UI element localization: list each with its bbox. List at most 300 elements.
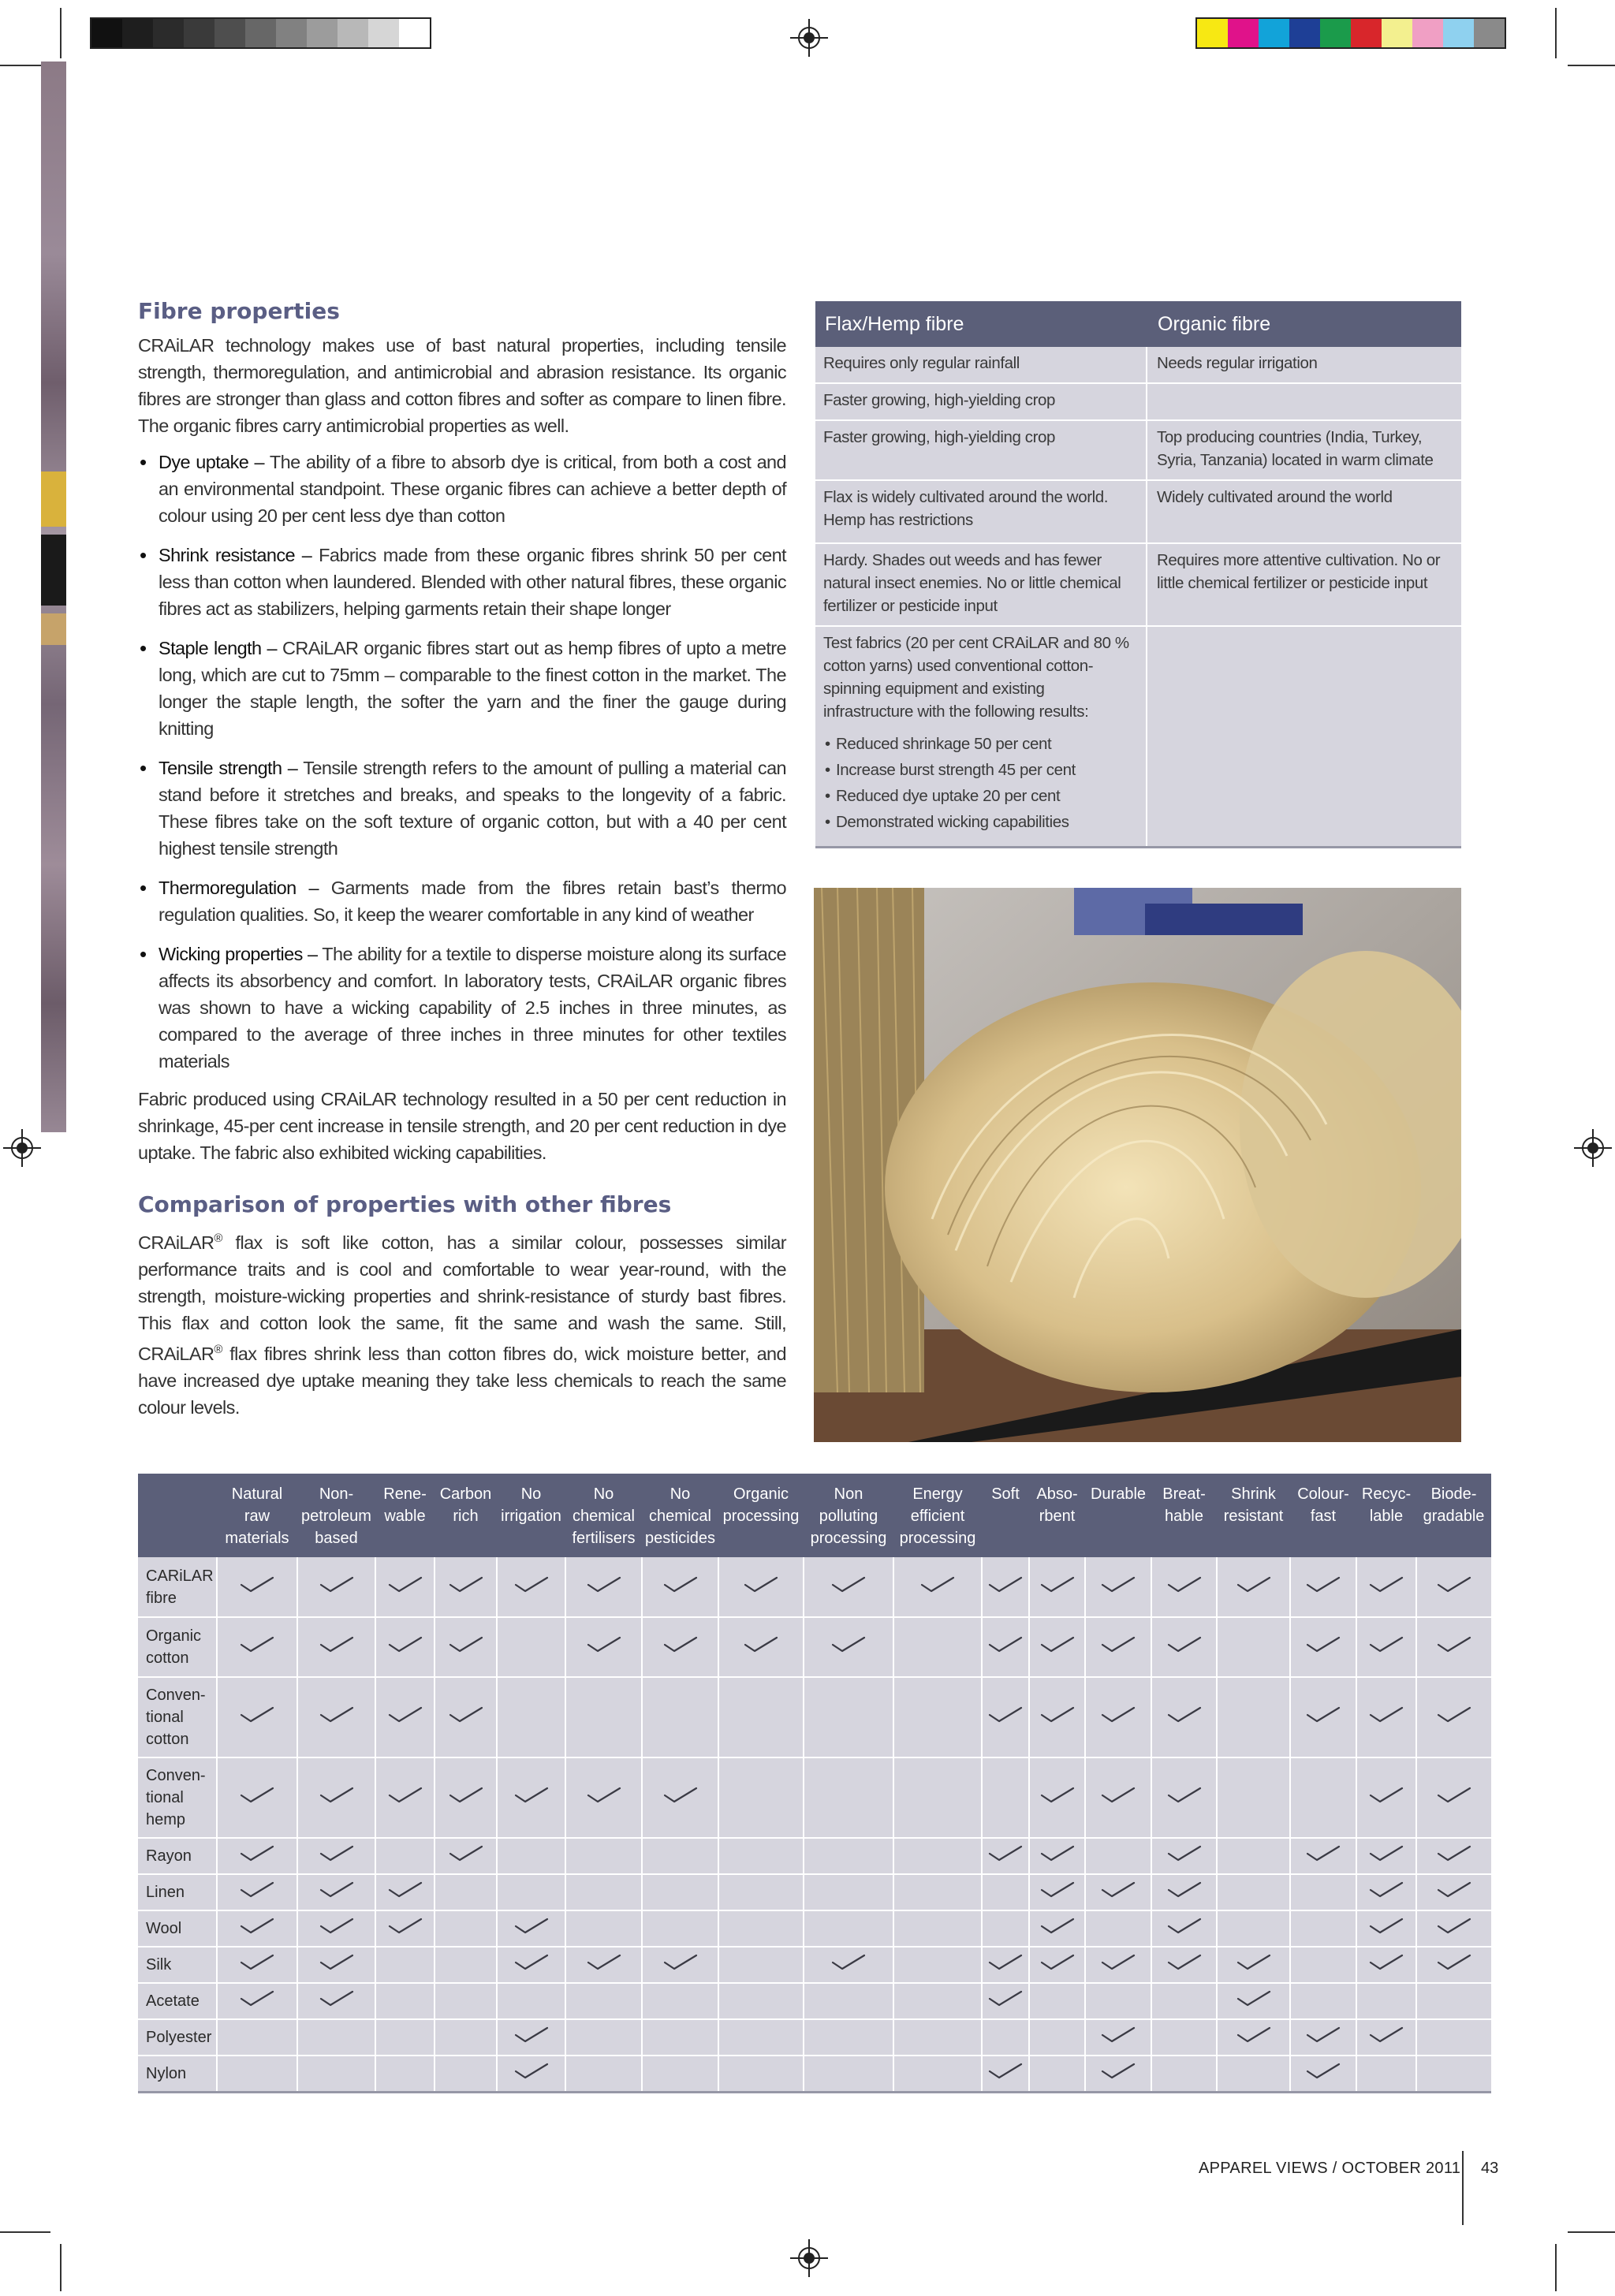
check-cell <box>297 1557 375 1617</box>
gray-swatch <box>214 19 245 47</box>
color-swatch <box>1382 19 1412 47</box>
checkmark-icon <box>1167 1884 1202 1902</box>
header-line: No <box>669 1485 691 1503</box>
check-cell <box>1356 1947 1416 1983</box>
empty-cell <box>1290 1757 1356 1838</box>
check-cell <box>1029 1910 1085 1947</box>
checkmark-icon <box>1167 1579 1202 1597</box>
empty-cell <box>1151 1983 1217 2019</box>
check-cell <box>1085 1874 1151 1910</box>
table-row <box>815 480 1461 543</box>
check-cell <box>982 1677 1029 1757</box>
checkmark-icon <box>1236 1957 1271 1974</box>
test-results-cell <box>815 626 1147 848</box>
row-label-line: Acetate <box>146 1992 200 2010</box>
checkmark-icon <box>1369 1709 1404 1727</box>
check-cell <box>982 1838 1029 1874</box>
checkmark-icon <box>663 1790 698 1807</box>
fibre-row-label <box>138 1557 217 1617</box>
checkmark-icon <box>319 1957 354 1974</box>
test-results-list <box>823 731 1138 835</box>
check-cell <box>435 1557 497 1617</box>
property-column-header <box>1029 1474 1085 1557</box>
fibre-property-item <box>138 542 786 622</box>
empty-cell <box>1217 1677 1290 1757</box>
checkmark-icon <box>388 1709 423 1727</box>
color-swatch <box>1259 19 1289 47</box>
header-line: irrigation <box>501 1508 561 1525</box>
header-line: Non <box>834 1485 863 1503</box>
empty-cell <box>804 2056 893 2092</box>
checkmark-icon <box>831 1957 866 1974</box>
empty-cell <box>497 1617 565 1677</box>
row-label-line: tional <box>146 1789 184 1806</box>
empty-cell <box>1217 1757 1290 1838</box>
checkmark-icon <box>1369 1848 1404 1866</box>
table-header: Organic fibre <box>1147 301 1461 347</box>
row-label-line: hemp <box>146 1811 186 1828</box>
check-cell <box>297 1910 375 1947</box>
table-row <box>138 1874 1491 1910</box>
checkmark-icon <box>240 1709 274 1727</box>
checkmark-icon <box>587 1790 621 1807</box>
gray-swatch <box>399 19 430 47</box>
row-label-line: Nylon <box>146 2064 187 2082</box>
checkmark-icon <box>1306 1709 1341 1727</box>
header-line: processing <box>722 1508 800 1525</box>
check-cell <box>497 1557 565 1617</box>
empty-cell <box>642 2056 718 2092</box>
check-cell <box>1416 1757 1491 1838</box>
check-cell <box>1416 1910 1491 1947</box>
checkmark-icon <box>1369 1921 1404 1938</box>
fibre-row-label <box>138 1983 217 2019</box>
row-label-line: tional <box>146 1709 184 1726</box>
gray-swatch <box>91 19 122 47</box>
registration-mark-top <box>790 19 828 57</box>
check-cell <box>297 1947 375 1983</box>
checkmark-icon <box>988 1709 1023 1727</box>
table-row <box>138 1947 1491 1983</box>
header-line: processing <box>810 1530 887 1547</box>
table-row <box>138 2019 1491 2056</box>
organic-cell: Top producing countries (India, Turkey, Syria, Tanzania) located in warm climate <box>1147 420 1461 480</box>
checkmark-icon <box>388 1579 423 1597</box>
check-cell <box>1416 1617 1491 1677</box>
property-description: CRAiLAR organic fibres start out as hemp fibres of upto a metre long, which are cut to 75mm – comparable to the finest cotton in the market. The longer the staple length, the softer the yarn and the finer the gauge during knitting <box>159 638 786 739</box>
checkmark-icon <box>1101 1790 1136 1807</box>
check-cell <box>497 2019 565 2056</box>
table-row <box>815 383 1461 420</box>
checkmark-icon <box>1437 1957 1471 1974</box>
crop-mark <box>1555 2244 1557 2291</box>
checkmark-icon <box>514 1957 549 1974</box>
checkmark-icon <box>1306 1579 1341 1597</box>
fibre-property-item <box>138 874 786 928</box>
fibre-properties-intro: CRAiLAR technology makes use of bast natural properties, including tensile strength, thermoregulation, and antimicrobial and abrasion resistance. Its organic fibres are stronger than glass and cotton fibres and softer as compare to linen fibre. The organic fibres carry antimicrobial properties as well. <box>138 335 786 436</box>
header-line: pesticides <box>645 1530 715 1547</box>
checkmark-icon <box>319 1639 354 1657</box>
color-swatch <box>1228 19 1259 47</box>
header-line: Soft <box>991 1485 1020 1503</box>
checkmark-icon <box>587 1639 621 1657</box>
check-cell <box>1416 1557 1491 1617</box>
flax-hemp-cell: Hardy. Shades out weeds and has fewer natural insect enemies. No or little chemical fertilizer or pesticide input <box>815 543 1147 626</box>
header-line: Biode- <box>1430 1485 1477 1503</box>
checkmark-icon <box>514 1579 549 1597</box>
check-cell <box>297 1983 375 2019</box>
organic-cell <box>1147 383 1461 420</box>
property-term: Tensile strength – <box>159 758 298 778</box>
test-intro: Test fabrics (20 per cent CRAiLAR and 80 % cotton yarns) used conventional cotton-spinning equipment and existing infrastructure with the following results: <box>823 634 1129 721</box>
empty-cell <box>435 1947 497 1983</box>
header-line: Colour- <box>1297 1485 1349 1503</box>
check-cell <box>1290 1557 1356 1617</box>
check-cell <box>375 1677 435 1757</box>
header-line: petroleum <box>301 1508 371 1525</box>
fibre-row-label <box>138 1757 217 1838</box>
property-column-header <box>1290 1474 1356 1557</box>
fibre-comparison-check-table <box>138 1474 1491 2093</box>
check-cell <box>642 1757 718 1838</box>
checkmark-icon <box>988 1848 1023 1866</box>
header-line: Breat- <box>1162 1485 1206 1503</box>
check-cell <box>804 1947 893 1983</box>
empty-cell <box>982 2019 1029 2056</box>
section-heading-fibre-properties: Fibre properties <box>138 298 340 324</box>
fibre-row-label <box>138 1947 217 1983</box>
check-cell <box>1029 1677 1085 1757</box>
checkmark-icon <box>449 1579 483 1597</box>
gray-swatch <box>153 19 184 47</box>
empty-cell <box>565 1983 642 2019</box>
check-cell <box>1290 2019 1356 2056</box>
checkmark-icon <box>1437 1884 1471 1902</box>
process-color-bar <box>1195 17 1506 49</box>
checkmark-icon <box>1236 2030 1271 2047</box>
checkmark-icon <box>988 1957 1023 1974</box>
color-swatch <box>1351 19 1382 47</box>
property-description: The ability of a fibre to absorb dye is critical, from both a cost and an environmental standpoint. These organic fibres can achieve a better depth of colour using 20 per cent less dye than cotton <box>159 452 787 526</box>
row-label-line: Silk <box>146 1956 172 1974</box>
empty-cell <box>804 1677 893 1757</box>
header-line: efficient <box>910 1508 965 1525</box>
check-cell <box>565 1947 642 1983</box>
check-cell <box>718 1617 804 1677</box>
flax-hemp-cell: Faster growing, high-yielding crop <box>815 420 1147 480</box>
empty-cell <box>217 2056 297 2092</box>
check-cell <box>297 1874 375 1910</box>
checkmark-icon <box>388 1884 423 1902</box>
checkmark-icon <box>1040 1884 1075 1902</box>
check-cell <box>217 1617 297 1677</box>
checkmark-icon <box>388 1921 423 1938</box>
check-cell <box>1356 1557 1416 1617</box>
checkmark-icon <box>663 1639 698 1657</box>
check-cell <box>982 1557 1029 1617</box>
table-header: Flax/Hemp fibre <box>815 301 1147 347</box>
empty-cell <box>1151 2019 1217 2056</box>
checkmark-icon <box>1101 1579 1136 1597</box>
fibre-row-label <box>138 1677 217 1757</box>
checkmark-icon <box>988 1639 1023 1657</box>
check-cell <box>1416 1874 1491 1910</box>
check-cell <box>1029 1947 1085 1983</box>
checkmark-icon <box>514 2030 549 2047</box>
empty-cell <box>1290 1983 1356 2019</box>
check-cell <box>1029 1617 1085 1677</box>
header-line: Recyc- <box>1361 1485 1412 1503</box>
row-label-line: CARiLAR <box>146 1567 214 1585</box>
check-cell <box>1416 1677 1491 1757</box>
empty-cell <box>375 1947 435 1983</box>
check-cell <box>893 1557 982 1617</box>
check-cell <box>217 1557 297 1617</box>
header-line: Abso- <box>1036 1485 1078 1503</box>
empty-cell <box>1356 2056 1416 2092</box>
empty-cell <box>1217 1838 1290 1874</box>
empty-cell <box>718 2019 804 2056</box>
header-line: fertilisers <box>572 1530 636 1547</box>
checkmark-icon <box>1306 2030 1341 2047</box>
checkmark-icon <box>1236 1993 1271 2011</box>
footer-divider <box>1462 2151 1464 2225</box>
empty-cell <box>893 2056 982 2092</box>
table-row <box>138 1557 1491 1617</box>
gray-swatch <box>245 19 276 47</box>
check-cell <box>1151 1947 1217 1983</box>
header-line: polluting <box>819 1508 878 1525</box>
organic-cell <box>1147 626 1461 848</box>
check-cell <box>1029 1557 1085 1617</box>
check-cell <box>1151 1677 1217 1757</box>
check-cell <box>1356 2019 1416 2056</box>
empty-cell <box>1217 2056 1290 2092</box>
empty-cell <box>375 2019 435 2056</box>
check-cell <box>1085 2019 1151 2056</box>
header-line: Carbon <box>439 1485 492 1503</box>
table-row <box>815 543 1461 626</box>
property-column-header <box>804 1474 893 1557</box>
table-row <box>138 1757 1491 1838</box>
empty-cell <box>1085 1983 1151 2019</box>
property-column-header <box>297 1474 375 1557</box>
checkmark-icon <box>449 1848 483 1866</box>
checkmark-icon <box>388 1790 423 1807</box>
checkmark-icon <box>988 1993 1023 2011</box>
crop-mark <box>1568 65 1615 66</box>
checkmark-icon <box>663 1579 698 1597</box>
check-cell <box>1085 1947 1151 1983</box>
fibre-property-item <box>138 755 786 862</box>
check-cell <box>497 2056 565 2092</box>
check-cell <box>297 1838 375 1874</box>
empty-cell <box>718 1757 804 1838</box>
header-line: materials <box>225 1530 289 1547</box>
check-cell <box>1085 1757 1151 1838</box>
checkmark-icon <box>514 1790 549 1807</box>
checkmark-icon <box>1369 1957 1404 1974</box>
empty-cell <box>435 1874 497 1910</box>
checkmark-icon <box>1306 1848 1341 1866</box>
property-description: The ability for a textile to disperse moisture along its surface affects its absorbency and comfort. In laboratory tests, CRAiLAR organic fibres was shown to have a wicking capability of 2.5 inches in three minutes, as compared to the average of three inches in three minutes for other textiles materials <box>159 944 786 1072</box>
flax-vs-organic-table <box>815 301 1461 848</box>
test-result-item: • Increase burst strength 45 per cent <box>823 757 1138 783</box>
empty-cell <box>1217 1910 1290 1947</box>
checkmark-icon <box>1167 1639 1202 1657</box>
check-cell <box>217 1874 297 1910</box>
empty-cell <box>642 1838 718 1874</box>
empty-cell <box>893 1677 982 1757</box>
check-cell <box>297 1677 375 1757</box>
empty-cell <box>217 2019 297 2056</box>
checkmark-icon <box>1040 1709 1075 1727</box>
row-label-header <box>138 1474 217 1557</box>
checkmark-icon <box>449 1709 483 1727</box>
color-swatch <box>1289 19 1320 47</box>
empty-cell <box>718 1910 804 1947</box>
empty-cell <box>565 1874 642 1910</box>
header-line: hable <box>1165 1508 1203 1525</box>
empty-cell <box>804 1910 893 1947</box>
gray-swatch <box>338 19 368 47</box>
checkmark-icon <box>319 1709 354 1727</box>
empty-cell <box>435 2056 497 2092</box>
empty-cell <box>804 1874 893 1910</box>
table-row <box>815 626 1461 848</box>
property-column-header <box>982 1474 1029 1557</box>
check-cell <box>375 1557 435 1617</box>
empty-cell <box>375 1838 435 1874</box>
organic-cell: Needs regular irrigation <box>1147 347 1461 383</box>
check-cell <box>1217 1947 1290 1983</box>
check-cell <box>982 2056 1029 2092</box>
header-line: Rene- <box>383 1485 427 1503</box>
checkmark-icon <box>831 1639 866 1657</box>
empty-cell <box>1416 1983 1491 2019</box>
property-column-header <box>217 1474 297 1557</box>
header-line: lable <box>1369 1508 1404 1525</box>
property-column-header <box>1217 1474 1290 1557</box>
empty-cell <box>1029 1983 1085 2019</box>
empty-cell <box>718 2056 804 2092</box>
property-column-header <box>497 1474 565 1557</box>
table-row <box>815 420 1461 480</box>
header-line: resistant <box>1223 1508 1284 1525</box>
check-cell <box>1151 1838 1217 1874</box>
header-line: Non- <box>319 1485 354 1503</box>
empty-cell <box>642 1677 718 1757</box>
gray-swatch <box>184 19 214 47</box>
checkmark-icon <box>1101 2030 1136 2047</box>
checkmark-icon <box>1167 1957 1202 1974</box>
empty-cell <box>642 2019 718 2056</box>
check-cell <box>1217 1983 1290 2019</box>
checkmark-icon <box>1306 2066 1341 2083</box>
check-cell <box>1085 2056 1151 2092</box>
header-line: based <box>315 1530 358 1547</box>
empty-cell <box>1416 2019 1491 2056</box>
empty-cell <box>1290 1874 1356 1910</box>
test-result-item: • Reduced dye uptake 20 per cent <box>823 783 1138 809</box>
empty-cell <box>435 1983 497 2019</box>
fibre-row-label <box>138 2019 217 2056</box>
check-cell <box>435 1838 497 1874</box>
property-description: Garments made from the fibres retain bast’s thermo regulation qualities. So, it keep the wearer comfortable in any kind of weather <box>159 878 787 925</box>
property-column-header <box>1151 1474 1217 1557</box>
check-cell <box>982 1983 1029 2019</box>
check-cell <box>642 1557 718 1617</box>
empty-cell <box>1085 1838 1151 1874</box>
section-heading-comparison: Comparison of properties with other fibres <box>138 1191 672 1217</box>
checkmark-icon <box>514 2066 549 2083</box>
check-cell <box>1416 1947 1491 1983</box>
empty-cell <box>1290 1947 1356 1983</box>
flax-hemp-cell: Requires only regular rainfall <box>815 347 1147 383</box>
checkmark-icon <box>240 1639 274 1657</box>
empty-cell <box>565 2019 642 2056</box>
header-line: gradable <box>1423 1508 1485 1525</box>
crop-mark <box>60 2244 62 2291</box>
empty-cell <box>893 1910 982 1947</box>
check-cell <box>217 1838 297 1874</box>
header-line: rbent <box>1039 1508 1076 1525</box>
header-line: Natural <box>231 1485 283 1503</box>
checkmark-icon <box>1040 1639 1075 1657</box>
checkmark-icon <box>1437 1709 1471 1727</box>
empty-cell <box>1416 2056 1491 2092</box>
empty-cell <box>497 1838 565 1874</box>
empty-cell <box>1085 1910 1151 1947</box>
organic-cell: Widely cultivated around the world <box>1147 480 1461 543</box>
empty-cell <box>893 1983 982 2019</box>
checkmark-icon <box>1369 2030 1404 2047</box>
row-label-line: cotton <box>146 1731 189 1748</box>
checkmark-icon <box>1101 1884 1136 1902</box>
checkmark-icon <box>1437 1921 1471 1938</box>
empty-cell <box>718 1947 804 1983</box>
fibre-bundle-photo <box>814 888 1461 1442</box>
color-swatch <box>1443 19 1474 47</box>
property-column-header <box>435 1474 497 1557</box>
registration-mark-bottom <box>790 2239 828 2277</box>
row-label-line: fibre <box>146 1589 177 1607</box>
article-left-column <box>138 298 786 1421</box>
empty-cell <box>497 1874 565 1910</box>
checkmark-icon <box>744 1639 778 1657</box>
checkmark-icon <box>319 1921 354 1938</box>
checkmark-icon <box>1369 1884 1404 1902</box>
header-line: fast <box>1310 1508 1337 1525</box>
header-line: rich <box>453 1508 479 1525</box>
empty-cell <box>1029 2019 1085 2056</box>
check-cell <box>1085 1617 1151 1677</box>
property-term: Dye uptake – <box>159 452 265 472</box>
header-line: chemical <box>649 1508 711 1525</box>
checkmark-icon <box>1040 1790 1075 1807</box>
empty-cell <box>375 1983 435 2019</box>
empty-cell <box>893 1874 982 1910</box>
flax-hemp-cell: Faster growing, high-yielding crop <box>815 383 1147 420</box>
fibre-row-label <box>138 1617 217 1677</box>
checkmark-icon <box>449 1790 483 1807</box>
checkmark-icon <box>449 1639 483 1657</box>
checkmark-icon <box>514 1921 549 1938</box>
checkmark-icon <box>1101 1957 1136 1974</box>
check-cell <box>497 1947 565 1983</box>
empty-cell <box>718 1983 804 2019</box>
empty-cell <box>804 1757 893 1838</box>
